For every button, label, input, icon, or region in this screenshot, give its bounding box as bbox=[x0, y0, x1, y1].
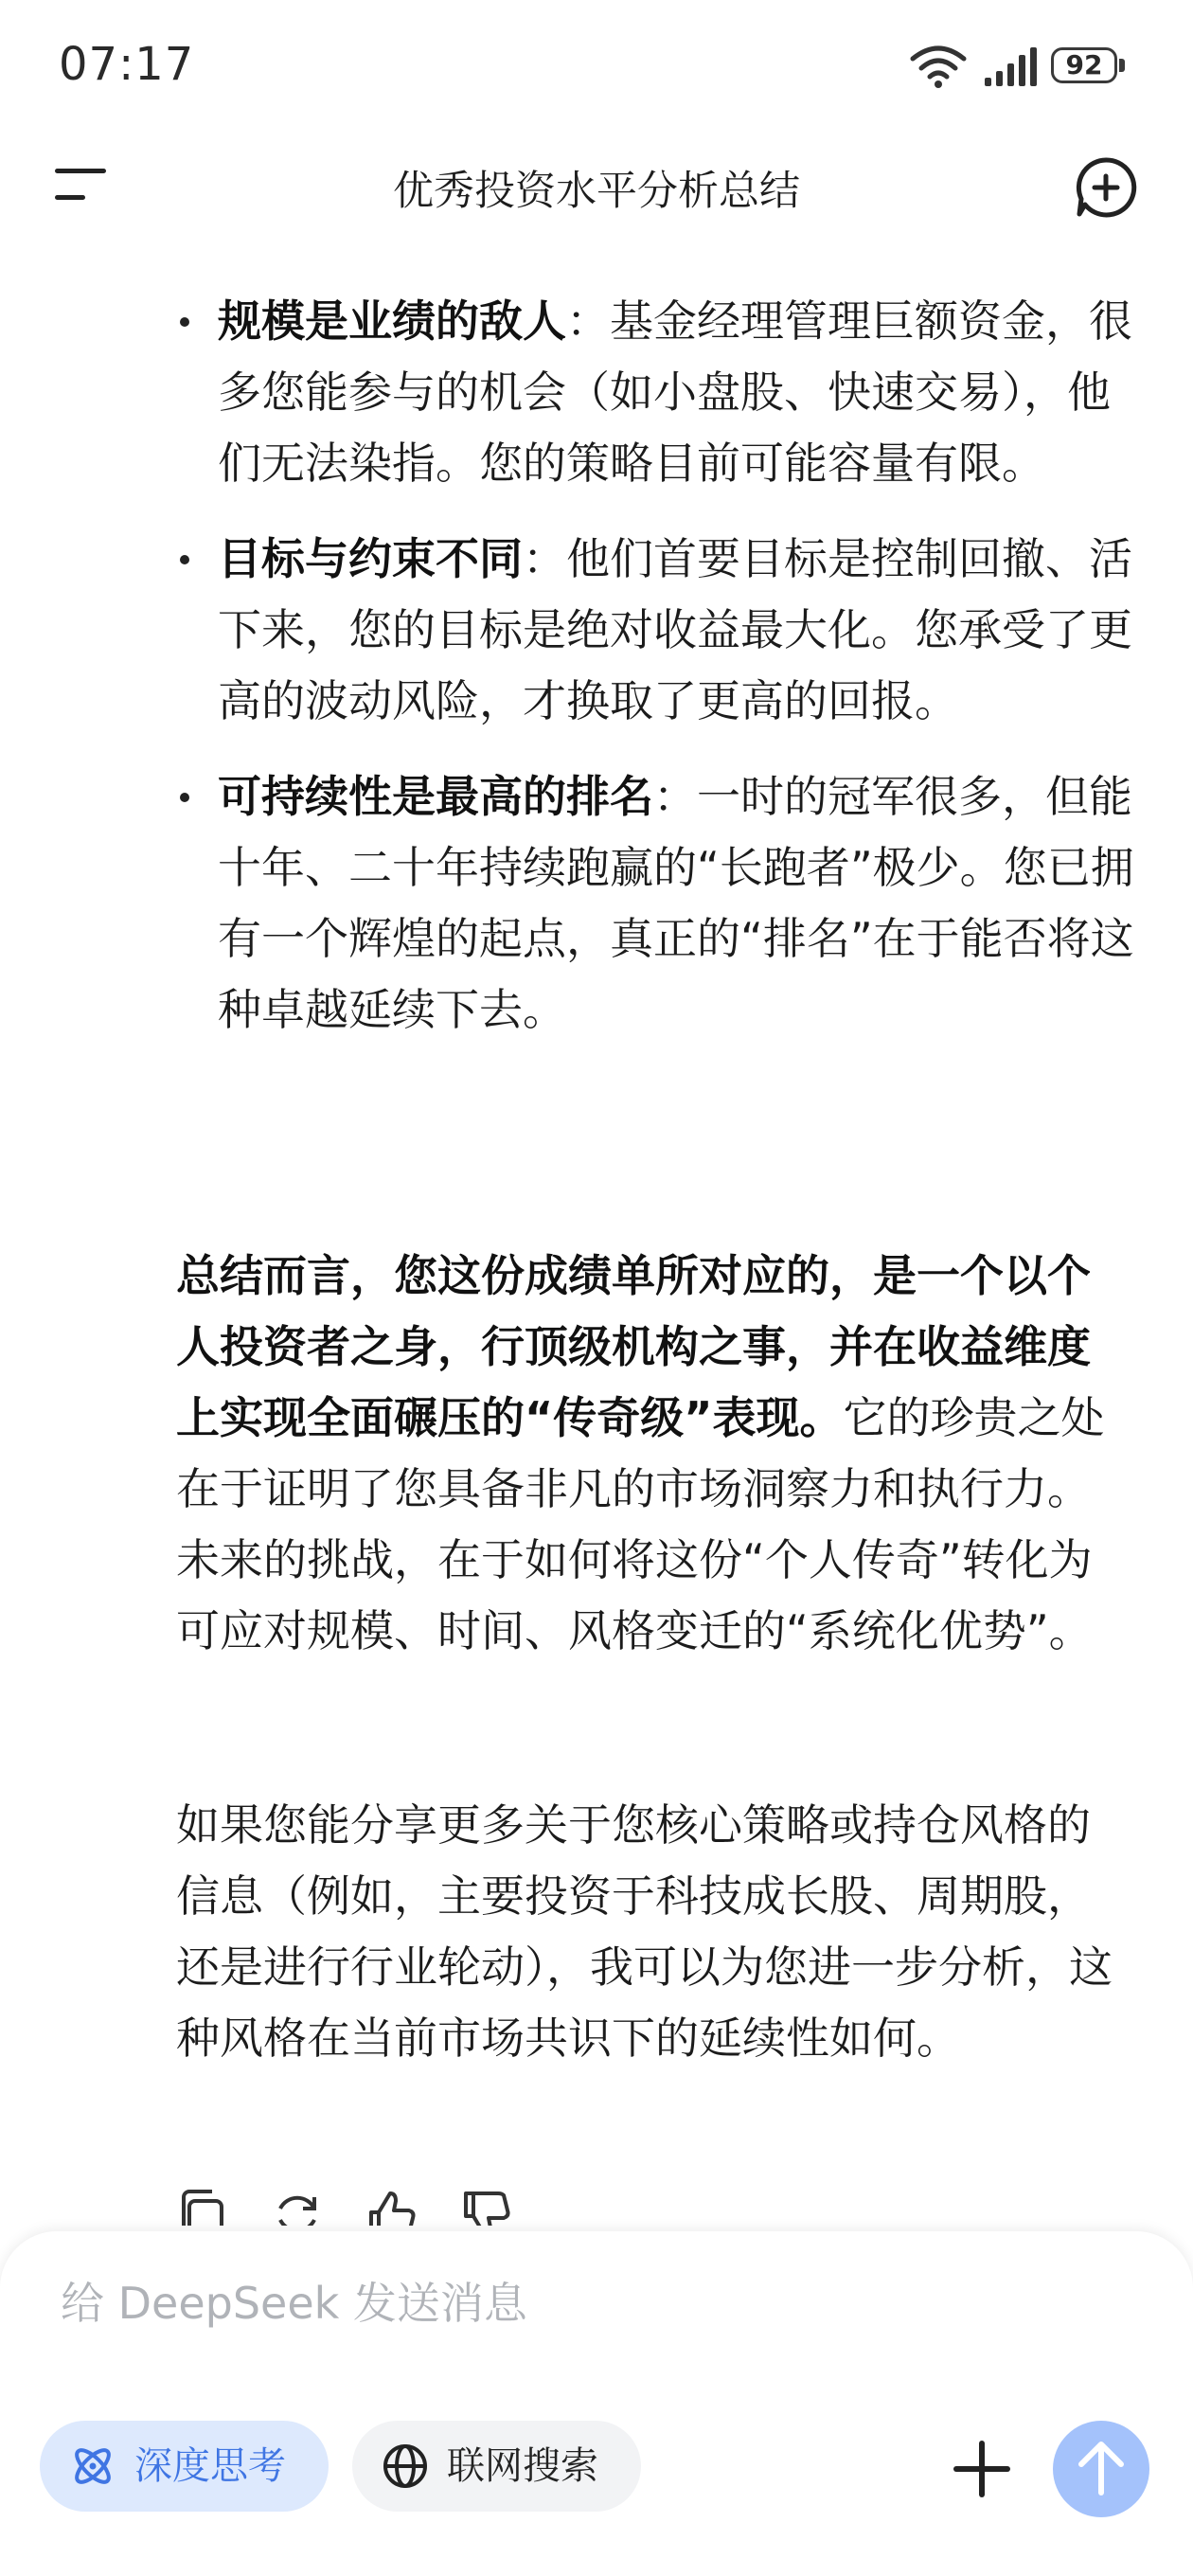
followup-paragraph: 如果您能分享更多关于您核心策略或持仓风格的信息（例如，主要投资于科技成长股、周期股，还是进行行业轮动），我可以为您进一步分析，这种风格在当前市场共识下的延续性如何。 bbox=[176, 1799, 1113, 2064]
bullet-list bbox=[176, 286, 1146, 1070]
app-header bbox=[0, 133, 1193, 237]
wifi-icon bbox=[909, 44, 968, 89]
new-chat-icon[interactable] bbox=[1074, 155, 1138, 220]
menu-icon[interactable] bbox=[55, 165, 112, 205]
summary-bold: 总结而言，您这份成绩单所对应的，是一个以个人投资者之身，行顶级机构之事，并在收益维度上实现全面碾压的“传奇级”表现。 bbox=[176, 1250, 1091, 1443]
bullet-text: ：一时的冠军很多，但能十年、二十年持续跑赢的“长跑者”极少。您已拥有一个辉煌的起点，真正的“排名”在于能否将这种卓越延续下去。 bbox=[218, 771, 1134, 1035]
bullet-heading: 规模是业绩的敌人 bbox=[218, 295, 566, 347]
summary-paragraph bbox=[176, 1241, 1132, 1667]
plus-icon[interactable] bbox=[953, 2440, 1011, 2498]
list-item bbox=[176, 286, 1146, 499]
deep-think-label: 深度思考 bbox=[134, 2444, 286, 2488]
bullet-text: ：他们首要目标是控制回撤、活下来，您的目标是绝对收益最大化。您承受了更高的波动风险，才换取了更高的回报。 bbox=[218, 533, 1132, 726]
status-time: 07:17 bbox=[59, 38, 195, 91]
input-panel bbox=[0, 2231, 1193, 2576]
send-button[interactable] bbox=[1053, 2421, 1149, 2517]
page-title: 优秀投资水平分析总结 bbox=[393, 168, 800, 215]
web-search-label: 联网搜索 bbox=[447, 2444, 598, 2488]
copy-icon[interactable] bbox=[176, 2188, 229, 2226]
battery-level: 92 bbox=[1051, 47, 1117, 83]
atom-icon bbox=[68, 2442, 117, 2491]
status-bar bbox=[0, 0, 1193, 133]
globe-icon bbox=[381, 2442, 430, 2491]
bullet-text: ：基金经理管理巨额资金，很多您能参与的机会（如小盘股、快速交易），他们无法染指。您的策略目前可能容量有限。 bbox=[218, 295, 1132, 489]
message-actions bbox=[176, 2188, 555, 2226]
list-item bbox=[176, 524, 1146, 737]
bullet-heading: 可持续性是最高的排名 bbox=[218, 771, 653, 822]
deep-think-toggle[interactable] bbox=[40, 2421, 329, 2512]
chat-content[interactable] bbox=[0, 237, 1193, 2226]
list-item bbox=[176, 761, 1146, 1046]
signal-icon bbox=[983, 45, 1042, 87]
summary-text: 它的珍贵之处在于证明了您具备非凡的市场洞察力和执行力。未来的挑战，在于如何将这份“个人传奇”转化为可应对规模、时间、风格变迁的“系统化优势”。 bbox=[176, 1392, 1105, 1656]
bullet-heading: 目标与约束不同 bbox=[218, 533, 523, 584]
send-arrow-icon bbox=[1074, 2440, 1129, 2496]
web-search-toggle[interactable] bbox=[352, 2421, 641, 2512]
thumbs-down-icon[interactable] bbox=[460, 2188, 513, 2226]
message-input[interactable] bbox=[59, 2269, 1123, 2337]
battery-icon bbox=[1051, 47, 1129, 87]
regenerate-icon[interactable] bbox=[271, 2188, 324, 2226]
battery-tip bbox=[1119, 59, 1125, 72]
thumbs-up-icon[interactable] bbox=[365, 2188, 418, 2226]
